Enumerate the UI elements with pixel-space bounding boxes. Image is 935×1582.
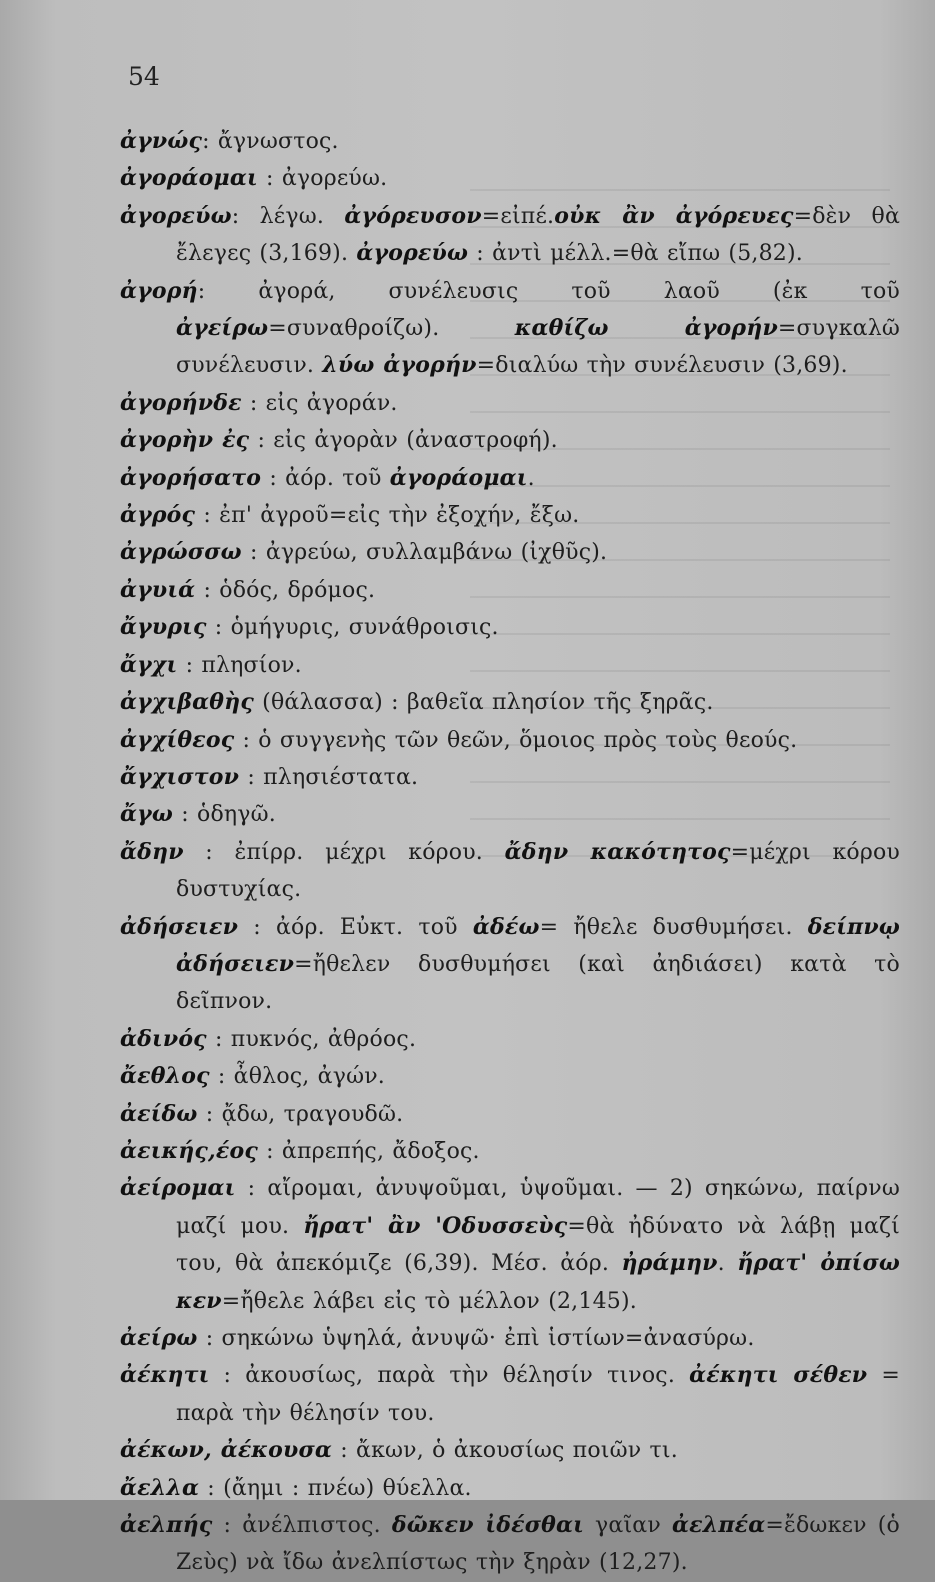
- entry-phrase: ἀγορεύω: [356, 240, 469, 267]
- dictionary-entry: [120, 609, 900, 646]
- entry-definition-text: : ὁδός, δρόμος.: [195, 577, 376, 603]
- entry-headword: ἀέκων, ἀέκουσα: [120, 1437, 333, 1464]
- entry-headword: ἀγρώσσω: [120, 539, 242, 566]
- entry-headword: ἀδινός: [120, 1025, 207, 1052]
- entry-headword: ἀέκητι: [120, 1362, 210, 1389]
- dictionary-entry: [120, 1357, 900, 1432]
- entry-definition-text: : εἰς ἀγορὰν (ἀναστροφή).: [249, 428, 558, 454]
- dictionary-entry: [120, 834, 900, 909]
- entry-phrase: ἤρατ' ἂν 'Οδυσσεὺς: [303, 1212, 568, 1239]
- entry-definition-text: = ἤθελε δυσθυμήσει.: [539, 914, 808, 940]
- entry-list: [120, 123, 900, 1582]
- entry-definition-text: : ἀπρεπής, ἄδοξος.: [257, 1138, 480, 1164]
- entry-definition-text: =ἤθελεν δυσθυμήσει (καὶ ἀηδιάσει) κατὰ τὸ δεῖπνον.: [176, 951, 900, 1015]
- entry-definition-text: =μέχρι κόρου δυστυχίας.: [176, 839, 901, 903]
- entry-definition-text: : ἀόρ. Εὐκτ. τοῦ: [238, 914, 473, 940]
- entry-definition-text: .: [527, 465, 535, 491]
- dictionary-entry: [120, 385, 900, 422]
- entry-phrase: ἀγοράομαι: [389, 464, 528, 491]
- entry-phrase: λύω ἀγορήν: [322, 352, 477, 379]
- entry-headword: ἀγνώς: [120, 128, 203, 154]
- entry-phrase: ἀελπέα: [672, 1512, 766, 1539]
- entry-definition-text: =εἰπέ.: [481, 203, 555, 229]
- entry-definition-text: =ἤθελε λάβει εἰς τὸ μέλλον (2,145).: [221, 1288, 637, 1314]
- dictionary-entry: [120, 160, 900, 197]
- entry-phrase: ἀέκητι σέθεν: [689, 1362, 868, 1389]
- dictionary-entry: [120, 460, 900, 497]
- entry-phrase: ἀγόρευσον: [344, 202, 482, 229]
- entry-phrase: καθίζω ἀγορήν: [514, 315, 778, 342]
- entry-phrase: δείπνῳ ἀδήσειεν: [176, 913, 900, 977]
- entry-definition-text: : πυκνός, ἀθρόος.: [206, 1026, 417, 1052]
- page-number: 54: [128, 62, 160, 91]
- entry-definition-text: : ἀνέλπιστος.: [212, 1513, 392, 1539]
- entry-headword: ἀελπής: [120, 1512, 213, 1539]
- entry-definition-text: γαῖαν: [583, 1513, 672, 1539]
- dictionary-entry: [120, 198, 900, 273]
- dictionary-entry: [120, 722, 900, 759]
- entry-definition-text: = παρὰ τὴν θέλησίν του.: [176, 1363, 900, 1426]
- dictionary-entry: [120, 1133, 900, 1170]
- entry-definition-text: : ἀγρεύω, συλλαμβάνω (ἰχθῦς).: [241, 540, 608, 566]
- entry-definition-text: : αἴρομαι, ἀνυψοῦμαι, ὑψοῦμαι. — 2) σηκώνω, παίρνω μαζί μου.: [176, 1176, 900, 1239]
- entry-definition-text: : πλησιέστατα.: [239, 764, 419, 790]
- entry-phrase: δῶκεν ἰδέσθαι: [391, 1512, 584, 1539]
- entry-headword: ἄγχι: [120, 651, 178, 678]
- entry-definition-text: : ἀόρ. τοῦ: [261, 465, 390, 491]
- entry-headword: ἀγρός: [120, 502, 196, 529]
- entry-definition-text: : ἀντὶ μέλλ.=θὰ εἴπω (5,82).: [468, 241, 803, 267]
- entry-definition-text: : ὁδηγῶ.: [173, 802, 276, 828]
- dictionary-entry: [120, 909, 900, 1021]
- entry-definition-text: =διαλύω τὴν συνέλευσιν (3,69).: [476, 353, 848, 379]
- dictionary-entry: [120, 497, 900, 534]
- entry-definition-text: : ἐπ' ἀγροῦ=εἰς τὴν ἐξοχήν, ἔξω.: [195, 503, 580, 529]
- entry-definition-text: : πλησίον.: [177, 652, 302, 678]
- entry-headword: ἄεθλος: [120, 1063, 210, 1090]
- entry-headword: ἄγχιστον: [120, 763, 240, 790]
- dictionary-entry: [120, 1507, 900, 1582]
- entry-definition-text: (θάλασσα) : βαθεῖα πλησίον τῆς ξηρᾶς.: [253, 690, 714, 716]
- entry-definition-text: =συγκαλῶ συνέλευσιν.: [176, 316, 900, 379]
- dictionary-entry: [120, 1021, 900, 1058]
- entry-definition-text: : ἐπίρρ. μέχρι κόρου.: [183, 839, 505, 865]
- entry-definition-text: =ἔδωκεν (ὁ Ζεὺς) νὰ ἴδω ἀνελπίστως τὴν ξηρὰν (12,27).: [176, 1513, 900, 1576]
- entry-definition-text: : εἰς ἀγοράν.: [241, 390, 398, 416]
- entry-headword: ἀδήσειεν: [120, 913, 239, 940]
- entry-phrase: ἤρατ' ὀπίσω κεν: [176, 1250, 901, 1314]
- dictionary-entry: [120, 796, 900, 833]
- dictionary-entry: [120, 684, 900, 721]
- dictionary-entry: [120, 1320, 900, 1357]
- entry-headword: ἄδην: [120, 838, 184, 865]
- entry-headword: ἀγχιβαθὴς: [120, 689, 254, 716]
- dictionary-entry: [120, 273, 900, 385]
- entry-definition-text: : ὁμήγυρις, συνάθροισις.: [206, 615, 499, 641]
- entry-headword: ἀγχίθεος: [120, 726, 235, 753]
- entry-headword: ἀγορεύω: [120, 202, 232, 229]
- entry-definition-text: : ἀγορά, συνέλευσις τοῦ λαοῦ (ἐκ τοῦ: [197, 278, 900, 304]
- entry-headword: ἀγυιά: [120, 576, 196, 603]
- entry-phrase: ἀδέω: [472, 913, 540, 940]
- entry-phrase: οὐκ ἂν ἀγόρευες: [554, 202, 794, 229]
- dictionary-entry: [120, 422, 900, 459]
- entry-headword: ἀγορήσατο: [120, 464, 262, 491]
- dictionary-entry: [120, 572, 900, 609]
- entry-headword: ἀγορή: [120, 277, 198, 304]
- entry-definition-text: : ὁ συγγενὴς τῶν θεῶν, ὅμοιος πρὸς τοὺς θεούς.: [234, 727, 798, 753]
- entry-headword: ἀγοράομαι: [120, 165, 258, 192]
- entry-definition-text: : σηκώνω ὑψηλά, ἀνυψῶ· ἐπὶ ἱστίων=ἀνασύρω.: [197, 1326, 755, 1351]
- entry-headword: ἄγω: [120, 801, 174, 828]
- entry-headword: ἀγορήνδε: [120, 389, 242, 416]
- entry-headword: ἀείρω: [120, 1325, 198, 1351]
- entry-definition-text: : ᾄδω, τραγουδῶ.: [197, 1101, 404, 1127]
- entry-definition-text: : ἀγορεύω.: [257, 166, 388, 192]
- dictionary-entry: [120, 1432, 900, 1469]
- entry-headword: ἀείδω: [120, 1100, 198, 1127]
- dictionary-entry: [120, 1058, 900, 1095]
- dictionary-entry: [120, 647, 900, 684]
- entry-phrase: ἄδην κακότητος: [504, 838, 731, 865]
- entry-headword: ἄγυρις: [120, 614, 207, 641]
- entry-phrase: ἠράμην: [621, 1250, 718, 1277]
- entry-headword: ἀεικής,έος: [120, 1137, 258, 1164]
- dictionary-entry: [120, 123, 900, 160]
- entry-definition-text: =συναθροίζω).: [268, 316, 515, 342]
- entry-phrase: ἀγείρω: [176, 315, 269, 342]
- dictionary-entry: [120, 1170, 900, 1320]
- dictionary-entry: [120, 759, 900, 796]
- entry-definition-text: : λέγω.: [231, 203, 345, 229]
- entry-definition-text: =θὰ ἠδύνατο νὰ λάβῃ μαζί του, θὰ ἀπεκόμιζε (6,39). Μέσ. ἀόρ.: [176, 1213, 900, 1277]
- entry-definition-text: : ἆθλος, ἀγών.: [209, 1064, 385, 1090]
- entry-definition-text: : ἄκων, ὁ ἀκουσίως ποιῶν τι.: [332, 1438, 678, 1464]
- dictionary-entry: [120, 1096, 900, 1133]
- entry-headword: ἀγορὴν ἐς: [120, 427, 250, 454]
- entry-definition-text: : ἀκουσίως, παρὰ τὴν θέλησίν τινος.: [209, 1363, 690, 1389]
- entry-headword: ἄελλα: [120, 1474, 200, 1501]
- entry-definition-text: .: [717, 1251, 738, 1277]
- entry-definition-text: : ἄγνωστος.: [202, 129, 339, 154]
- dictionary-entry: [120, 534, 900, 571]
- entry-headword: ἀείρομαι: [120, 1175, 236, 1202]
- entry-definition-text: =δὲν θὰ ἔλεγες (3,169).: [176, 203, 901, 267]
- dictionary-entry: [120, 1470, 900, 1507]
- entry-definition-text: : (ἄημι : πνέω) θύελλα.: [199, 1475, 472, 1501]
